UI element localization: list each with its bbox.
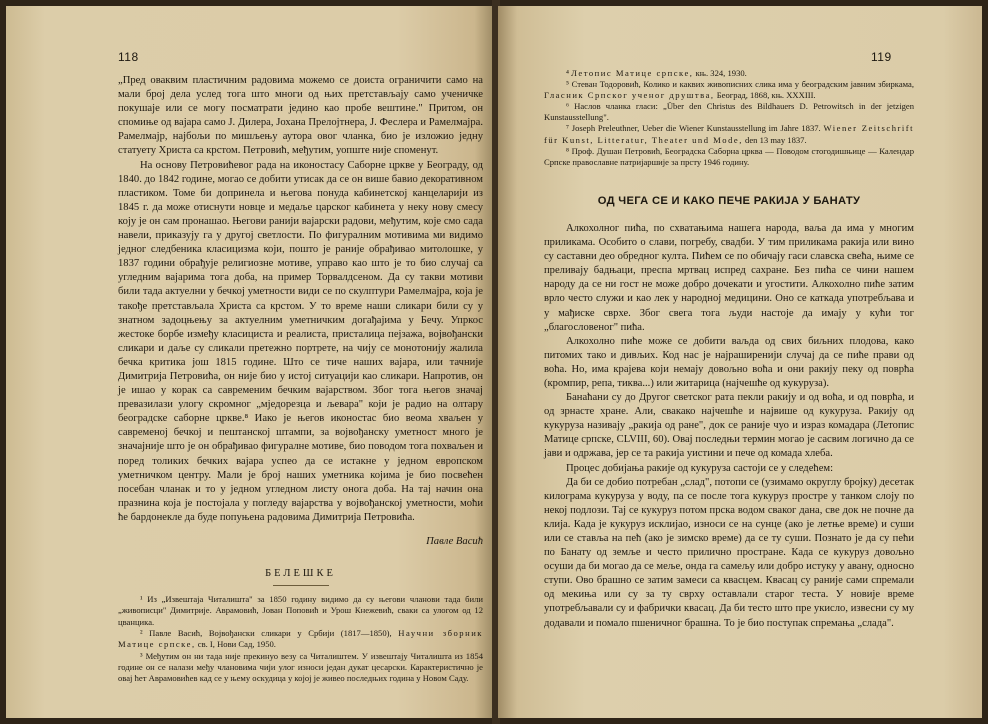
paragraph: На основу Петровићевог рада на иконостасу Саборне цркве у Београду, од 1840. до 1842 године, могао се добити утисак да се он више бавио декоративном пластиком. Томе би допринела и његова понуда кабинетској канцеларији из 1845 г. да може отиснути новце и медаље царског кабинета у неку нову смесу коју је он сам пронашао. Његови ранији вајарски радови, међутим, које смо сада навели, приказују га у другој светлости. По фигуралним мотивима ми видимо једног следбеника класицизма који, пошто је раније обрађивао митолошке, у 1837 години обрађује религиозне мотиве, управо као што је то био случај са угледним вајарима тога доба, на пример Торвалдсеном. Да су такви мотиви били тада актуелни у бечкој уметности види се по скулптури Рамелмајра, која је такође претстављала Христа са крстом. У то време наши сликари били су у знатном задоцњењу за актуелним уметничким догађајима у Бечу. Упркос жестоке борбе између класициста и реалиста, присталица пејзажа, војвођански сликари и даље су сликали претежно портрете, на чију се монотонију жалила бечка критика још 1815 године. Што се тиче наших вајара, или тачније Димитрија Петровића, он није био у истој ситуацији као сликари. Напротив, он је ишао у корак са савременим бечким вајарством. Због тога његов значај превазилази улогу скромног „мједорезца и љевара" који је радио на олтару београдске саборне цркве.⁸ Иако је његов иконостас био веома хваљен у савременој бечкој и пештанској штампи, за војвођанску уметност много је значајније што је он обрађивао фигуралне мотиве, био поводом тога похваљен и поред толиких бечких вајара успео да се истакне у једном европском уметничком центру. Мали је број наших уметника којима је био посвећен посебан чланак и то у једном угледном листу онога доба. На тај начин она празнина која је постојала у погледу вајарства у војвођанској уметности, моћи ће бардонекле да буде попуњена радовима Димитрија Петровића.: [118, 159, 483, 523]
footnote: ⁷ Joseph Preleuthner, Ueber die Wiener Kunstausstellung im Jahre 1837. Wiener Zeitschrift für Kunst, Litteratur, Theater und Mode, den 13 may 1837.: [544, 123, 914, 145]
footnote: ⁸ Проф. Душан Петровић, Београдска Саборна црква — Поводом стогодишњице — Календар Српске православне патријаршије за прсту 1946 годину.: [544, 145, 914, 167]
paragraph: Да би се добио потребан „слад", потопи се (узимамо округлу бројку) десетак килограма кукуруза у воду, па се после тога кукуруз простре у танком слоју по некој подлози. Тај се кукуруз потом прска водом сваког дана, све док не почне да клија. Када је кукуруз исклијао, износи се на сунце (ако је летње време) и суши или се ставља на пећ (ако је зимско време) да се ту суши. Познато је да су пећи по Банату од земље и често прилично простране. Када се кукуруз довољно осуши да би могао да се меље, онда га самељу или добро истуку у авану, односно ступи. Ово брашно се затим замеси са квасцем. Квасац су раније сами спремали од мекиња или су за ту сврху оставлали старог теста. У новије време употребљавали су и фабрички квасац. Да би тесто што пре укисло, извесни су му додавали и помало пшеничног брашна. То је био поступак спремања „слада".: [544, 476, 914, 629]
left-page: [6, 6, 494, 718]
footnote: ⁵ Стеван Тодоровић, Колико и каквих живописних слика има у београдским јавним збиркама, Гласник Српског ученог друштва, Београд, 1868, књ. XXXIII.: [544, 79, 914, 101]
right-page-footnotes: [544, 68, 914, 631]
footnote: ⁴ Летопис Матице српске, књ. 324, 1930.: [566, 68, 747, 78]
divider: [273, 585, 329, 586]
paragraph: Банаћани су до Другог светског рата пекли ракију и од воћа, и од поврћа, и од зрнасте хране. Али, свакако најчешће и највише од кукуруза. Ракију од кукуруза називају „ракија од ране", док се раније чуо и израз комадара (Летопис Матице српске, CLVIII, 60). Овај последњи термин могао је сасвим логично да се јави и одржава, јер се та ракија уистини и пече од комада хлеба.: [544, 392, 914, 460]
right-page: [498, 6, 982, 718]
author-signature: Павле Васић: [426, 536, 483, 547]
paragraph: „Пред оваквим пластичним радовима можемо се доиста ограничити само на мали број дела услед тога што многи од њих претстављају само ученичке покушаје или се могу посматрати једино као пробе вештине." Притом, он спомиње од вајара само J. Дилера, Јохана Прелојтнера, J. Феслера и Рамелмајра. Рамелмајр, најбољи по мишљењу аутора овог чланка, био је изложио једну статуету Христа са крстом. Петровић, међутим, уопште није споменут.: [118, 75, 483, 157]
footnote: ² Павле Васић, Војвођански сликари у Србији (1817—1850), Научни зборник Матице српске, св. I, Нови Сад, 1950.: [118, 628, 483, 650]
footnote: ⁶ Наслов чланка гласи: „Über den Christus des Bildhauers D. Petrowitsch in der jetzigen Kunstausstellung".: [544, 101, 914, 123]
page-number: 119: [871, 50, 892, 64]
footnote: ³ Међутим он ни тада није прекинуо везу са Читалиштем. У извештају Читалишта из 1854 године он се налази међу члановима чији улог износи један дукат цесарски. Карактеристично је овај ћет Аврамовићев кад се у њему оскудица у којој је живео последњих година у Новом Саду.: [118, 650, 483, 684]
page-number: 118: [118, 50, 139, 64]
paragraph: Процес добијања ракије од кукуруза састоји се у следећем:: [566, 462, 834, 474]
right-page-body: [544, 222, 914, 631]
article-title: ОД ЧЕГА СЕ И КАКО ПЕЧЕ РАКИЈА У БАНАТУ: [597, 194, 861, 207]
footnote: ¹ Из „Извештаја Читалишта" за 1850 годину видимо да су његови чланови тада били „живописци" Димитрије. Аврамовић, Јован Поповић и Урош Кнежевић, сваки са улогом од 12 цванцика.: [118, 594, 483, 627]
left-page-body: [118, 74, 483, 685]
notes-heading: БЕЛЕШКЕ: [265, 568, 336, 580]
paragraph: Алкохолно пиће може се добити ваљда од свих биљних плодова, како питомих тако и дивљих. Код нас је најраширенији случај да се пиће прави од воћа. Но, има крајева који немају довољно воћа и они ракију пеку од поврћа (кромпир, репа, тиква...) или житарица (најчешће од кукуруза).: [544, 335, 914, 389]
paragraph: Алкохолног пића, по схватањима нашега народа, ваља да има у многим приликама. Особито о слави, погребу, свадби. У тим приликама ракија или вино су саставни део обредног култа. Пићем се по обичају гаси славска свећа, њиме се преливају бадњаци, преспа мртвац испред сахране. Без пића се чини нашем народу да се ни гост не може добро дочекати и угостити. Алкохолно пиће затим врло често служи и као лек у народној медицини. Оно се каткада употребљава и у мађиске сврхе. Због свега тога људи настоје да имају у кући тог „благословеног" пића.: [544, 222, 914, 333]
